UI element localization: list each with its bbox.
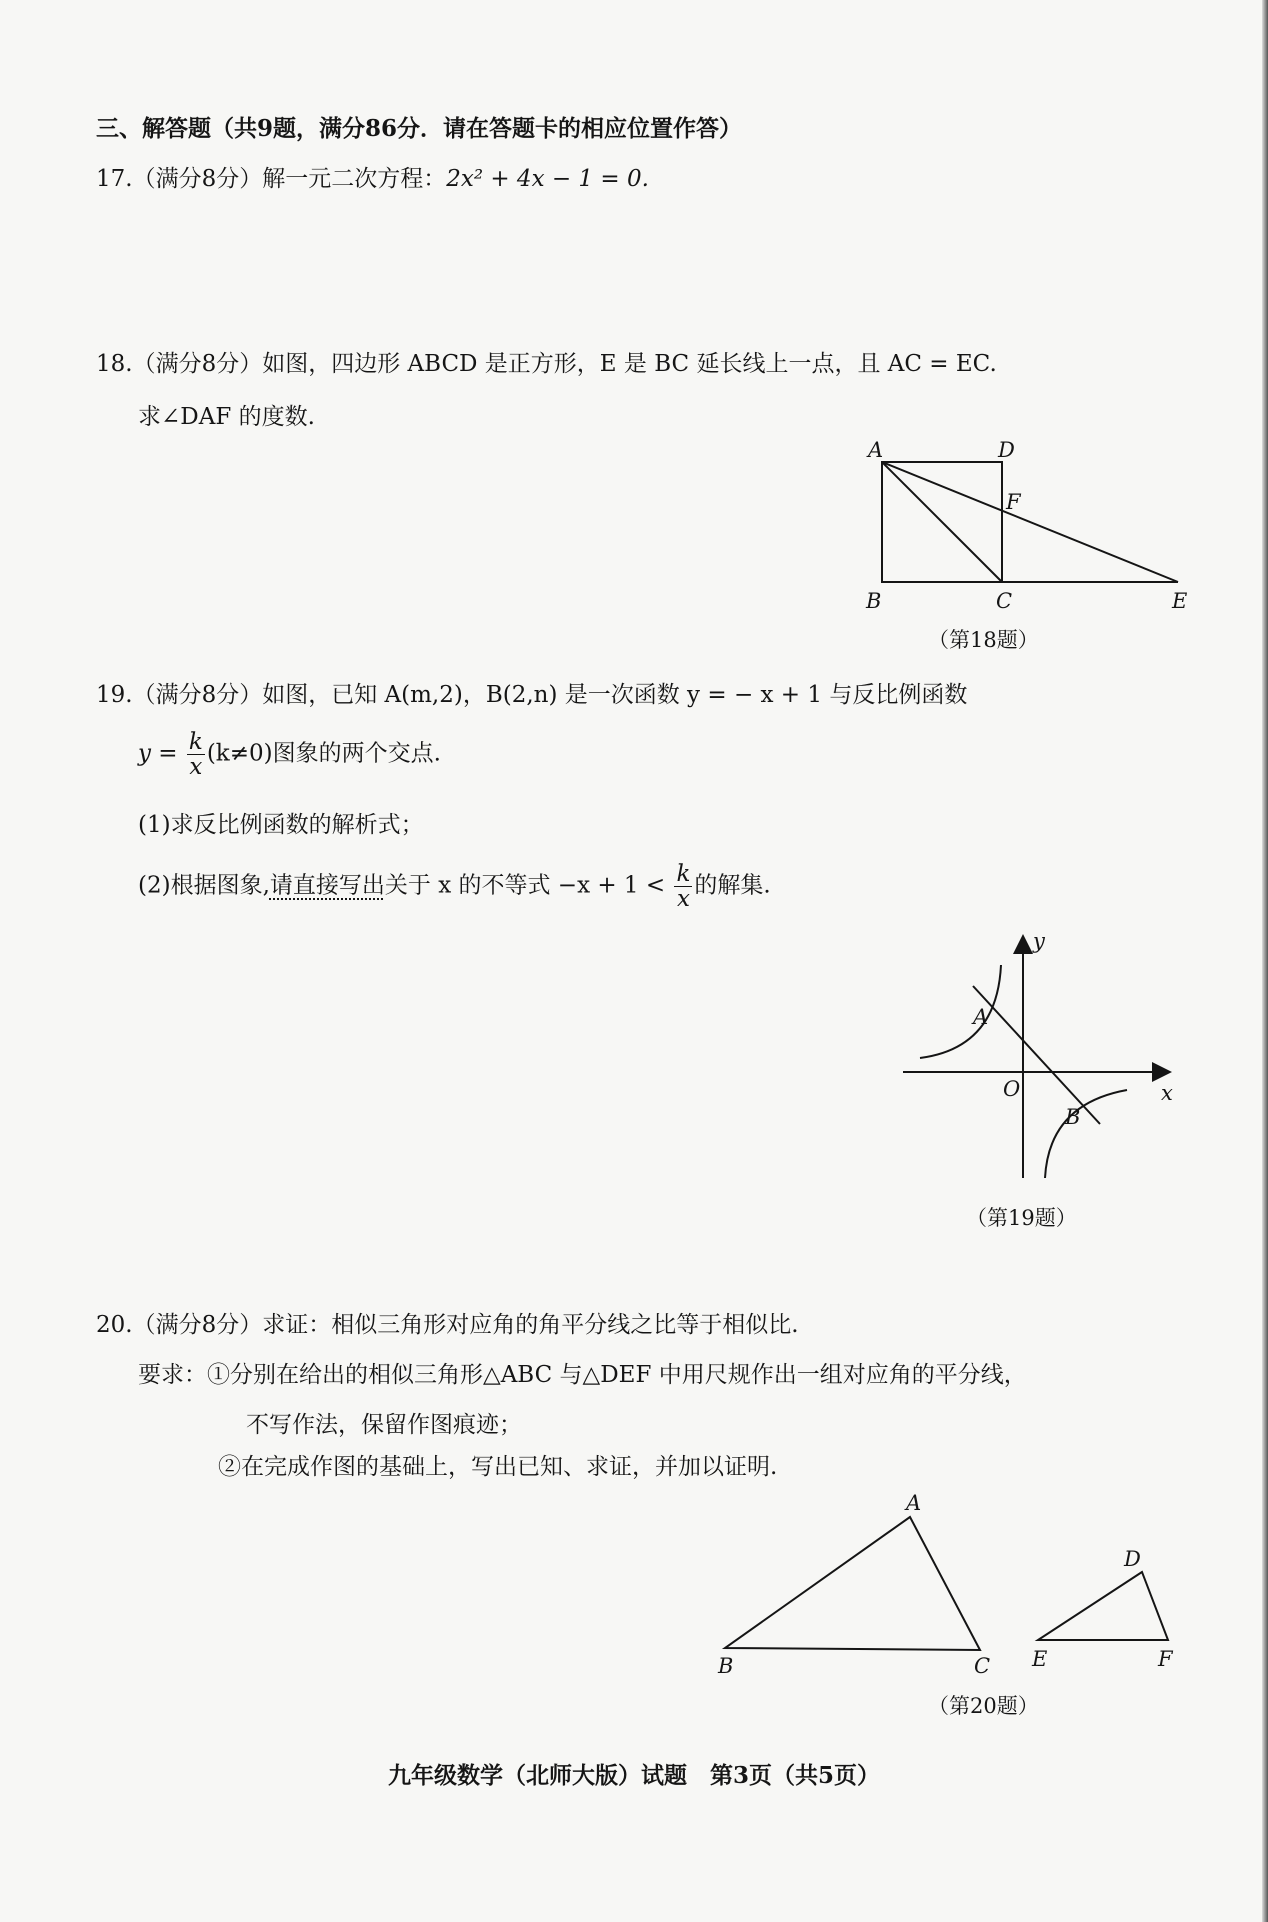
question-20-req2: ②在完成作图的基础上，写出已知、求证，并加以证明. (218, 1454, 778, 1480)
scan-edge (1262, 0, 1268, 1922)
question-17 (96, 160, 649, 193)
q17-label: 17.（满分8分）解一元二次方程： (96, 166, 447, 192)
label-a: A (906, 1491, 922, 1515)
triangle-abc (725, 1517, 980, 1650)
question-20-line1: 20.（满分8分）求证：相似三角形对应角的角平分线之比等于相似比. (96, 1312, 799, 1338)
label-d: D (998, 438, 1015, 462)
label-f: F (1006, 490, 1021, 514)
caption-20: （第20题） (928, 1694, 1039, 1718)
section-header: 三、解答题（共9题，满分86分．请在答题卡的相应位置作答） (96, 115, 743, 142)
figure-19 (895, 928, 1185, 1183)
hyperbola-branch-upper (920, 965, 1001, 1058)
page-footer: 九年级数学（北师大版）试题 第3页（共5页） (387, 1762, 880, 1789)
label-point-b: B (1065, 1105, 1081, 1129)
label-f: F (1158, 1647, 1173, 1671)
caption-19: （第19题） (966, 1206, 1077, 1230)
question-19-part2: (2)根据图象,请直接写出关于 x 的不等式 −x + 1 < $\frac{k}{x}$ 的解集. (138, 861, 771, 913)
label-x: x (1161, 1081, 1173, 1105)
figure-18 (860, 435, 1200, 610)
fraction-k-over-x-2: $\frac{k}{x}$ (676, 861, 691, 913)
segment-ac (882, 462, 1002, 582)
label-b: B (718, 1654, 734, 1678)
label-point-a: A (973, 1005, 989, 1029)
caption-18: （第18题） (928, 628, 1039, 652)
label-e: E (1172, 589, 1188, 610)
question-19-line1: 19.（满分8分）如图，已知 A(m,2)，B(2,n) 是一次函数 y = − x + 1 与反比例函数 (96, 682, 968, 708)
triangle-def (1038, 1572, 1168, 1640)
label-e: E (1032, 1647, 1048, 1671)
q17-equation: 2x² + 4x − 1 = 0. (446, 166, 649, 192)
question-18-line2: 求∠DAF 的度数. (138, 404, 315, 430)
question-20-req1: 要求：①分别在给出的相似三角形△ABC 与△DEF 中用尺规作出一组对应角的平分线， (138, 1362, 1027, 1388)
figure-20 (710, 1490, 1190, 1690)
label-a: A (868, 438, 884, 462)
question-20-req1b: 不写作法，保留作图痕迹； (246, 1412, 522, 1438)
question-19-part1: (1)求反比例函数的解析式； (138, 812, 424, 838)
label-b: B (866, 589, 882, 610)
question-19-line2: y = $\frac{k}{x}$ (k≠0)图象的两个交点. (138, 729, 441, 781)
segment-ae (882, 462, 1178, 582)
label-o: O (1003, 1077, 1021, 1101)
label-y: y (1033, 929, 1045, 953)
fraction-k-over-x: $\frac{k}{x}$ (188, 729, 203, 781)
hyperbola-branch-lower (1045, 1090, 1127, 1178)
label-d: D (1124, 1547, 1141, 1571)
label-c: C (974, 1654, 991, 1678)
question-18-line1: 18.（满分8分）如图，四边形 ABCD 是正方形，E 是 BC 延长线上一点，且 AC = EC. (96, 351, 997, 377)
label-c: C (996, 589, 1013, 610)
